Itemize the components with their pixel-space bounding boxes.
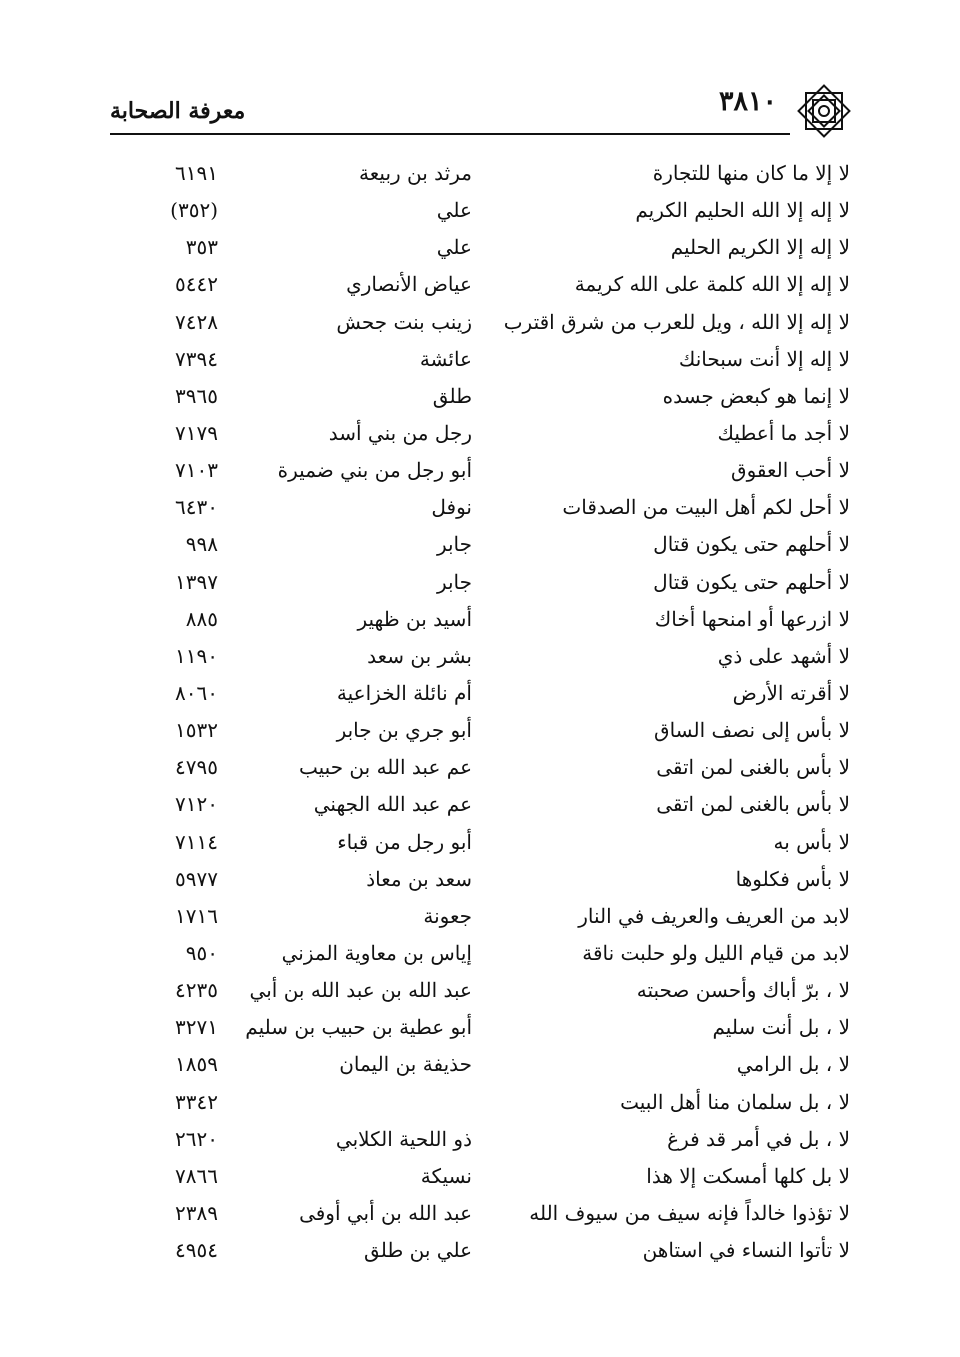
narrator-name: حذيفة بن اليمان	[339, 1052, 472, 1077]
index-row	[0, 528, 960, 565]
narrator-name: عائشة	[419, 346, 472, 371]
hadith-number: ١٨٥٩	[175, 1052, 218, 1077]
index-row	[0, 826, 960, 863]
narrator-name: عبد الله بن أبي أوفى	[299, 1200, 472, 1225]
hadith-phrase: لا ، بل أنت سليم	[712, 1015, 850, 1040]
hadith-phrase: لا أحل لكم أهل البيت من الصدقات	[562, 495, 850, 520]
index-row	[0, 231, 960, 268]
hadith-number: ٧١٧٩	[175, 420, 218, 445]
narrator-name: زينب بنت جحش	[336, 309, 472, 334]
hadith-number: ٢٣٨٩	[175, 1200, 218, 1225]
hadith-number: ١١٩٠	[175, 643, 218, 668]
hadith-phrase: لا ، بل سلمان منا أهل البيت	[620, 1089, 850, 1114]
index-row	[0, 306, 960, 343]
index-row	[0, 714, 960, 751]
index-row	[0, 603, 960, 640]
narrator-name: سعد بن معاذ	[366, 866, 472, 891]
book-title: معرفة الصحابة	[110, 98, 246, 124]
hadith-phrase: لا تؤذوا خالداً فإنه سيف من سيوف الله	[529, 1200, 850, 1225]
hadith-number: ٧٣٩٤	[175, 346, 218, 371]
index-row	[0, 640, 960, 677]
hadith-number: ٦١٩١	[175, 161, 218, 185]
index-row	[0, 417, 960, 454]
index-row	[0, 491, 960, 528]
hadith-number: ٧٨٦٦	[175, 1163, 218, 1188]
hadith-number: ٧١٢٠	[175, 792, 218, 817]
hadith-phrase: لا أحلهم حتى يكون قتال	[653, 532, 850, 557]
narrator-name: جابر	[436, 532, 472, 557]
narrator-name: ذو اللحية الكلابي	[335, 1126, 472, 1151]
hadith-phrase: لا بأس إلى نصف الساق	[654, 718, 850, 743]
hadith-phrase: لا أشهد على ذي	[717, 643, 850, 668]
index-row	[0, 1123, 960, 1160]
hadith-phrase: لا بأس به	[773, 829, 850, 854]
hadith-phrase: لا بأس فكلوها	[735, 866, 850, 891]
index-row	[0, 1197, 960, 1234]
index-row	[0, 454, 960, 491]
index-row	[0, 380, 960, 417]
hadith-number: ٣٣٤٢	[175, 1089, 218, 1114]
index-row	[0, 1048, 960, 1085]
index-row	[0, 863, 960, 900]
page-number: ٣٨١٠	[718, 86, 777, 117]
index-row	[0, 677, 960, 714]
narrator-name: أبو رجل من بني ضميرة	[277, 458, 472, 483]
index-row	[0, 157, 960, 194]
narrator-name: أسيد بن ظهير	[357, 606, 472, 631]
narrator-name: عم عبد الله بن حبيب	[299, 755, 472, 780]
index-row	[0, 566, 960, 603]
narrator-name: إياس بن معاوية المزني	[281, 940, 472, 965]
hadith-number: ٣٩٦٥	[175, 383, 218, 408]
hadith-number: ٨٠٦٠	[175, 680, 218, 705]
hadith-phrase: لا أقرته الأرض	[732, 680, 850, 705]
hadith-number: ٤٧٩٥	[175, 755, 218, 780]
narrator-name: مرثد بن ربيعة	[359, 161, 472, 185]
narrator-name: أبو جري بن جابر	[336, 718, 472, 743]
narrator-name: بشر بن سعد	[367, 643, 472, 668]
index-list	[0, 157, 960, 1271]
narrator-name: علي	[436, 198, 472, 223]
index-row	[0, 788, 960, 825]
hadith-phrase: لا إله إلا الله كلمة على الله كريمة	[574, 272, 850, 297]
hadith-number: ٧٤٢٨	[175, 309, 218, 334]
narrator-name: نسيكة	[420, 1163, 472, 1188]
hadith-number: ٢٦٢٠	[175, 1126, 218, 1151]
hadith-number: ٣٥٣	[185, 235, 218, 260]
hadith-number: ٥٩٧٧	[175, 866, 218, 891]
octagonal-star-ornament-icon	[793, 80, 855, 142]
narrator-name: جابر	[436, 569, 472, 594]
hadith-phrase: لا تأتوا النساء في استاهن	[642, 1238, 850, 1263]
hadith-phrase: لا إله إلا الله ، ويل للعرب من شرق اقترب	[503, 309, 850, 334]
narrator-name: علي	[436, 235, 472, 260]
hadith-phrase: لا أجد ما أعطيك	[717, 420, 850, 445]
hadith-phrase: لا إله إلا الكريم الحليم	[670, 235, 850, 260]
narrator-name: أبو رجل من قباء	[337, 829, 472, 854]
narrator-name: طلق	[432, 383, 472, 408]
hadith-phrase: لا ، بل الرامي	[736, 1052, 850, 1077]
hadith-phrase: لا إله إلا أنت سبحانك	[678, 346, 850, 371]
hadith-phrase: لا إلا ما كان منها للتجارة	[652, 161, 850, 185]
hadith-phrase: لابد من قيام الليل ولو حلبت ناقة	[582, 940, 850, 965]
narrator-name: نوفل	[431, 495, 472, 520]
index-row	[0, 194, 960, 231]
index-row	[0, 751, 960, 788]
hadith-phrase: لا إنما هو كبعض جسده	[662, 383, 850, 408]
narrator-name: عياض الأنصاري	[346, 272, 472, 297]
hadith-number: (٣٥٢)	[170, 198, 218, 223]
hadith-phrase: لابد من العريف والعريف في النار	[578, 903, 850, 928]
narrator-name: أم نائلة الخزاعية	[336, 680, 472, 705]
hadith-number: ٧١١٤	[175, 829, 218, 854]
hadith-number: ٣٢٧١	[175, 1015, 218, 1040]
hadith-phrase: لا أحلهم حتى يكون قتال	[653, 569, 850, 594]
hadith-phrase: لا ازرعها أو امنحها أخاك	[654, 606, 850, 631]
hadith-number: ٧١٠٣	[175, 458, 218, 483]
index-row	[0, 1234, 960, 1271]
narrator-name: جعونة	[423, 903, 472, 928]
hadith-number: ٩٥٠	[185, 940, 218, 965]
narrator-name: علي بن طلق	[364, 1238, 472, 1263]
index-row	[0, 1011, 960, 1048]
index-row	[0, 937, 960, 974]
index-row	[0, 268, 960, 305]
narrator-name: عبد الله بن عبد الله بن أبي	[249, 978, 472, 1003]
header-rule	[110, 133, 790, 135]
hadith-number: ١٣٩٧	[175, 569, 218, 594]
hadith-phrase: لا ، برّ أباك وأحسن صحبته	[636, 978, 850, 1003]
narrator-name: عم عبد الله الجهني	[313, 792, 472, 817]
hadith-number: ٤٩٥٤	[175, 1238, 218, 1263]
hadith-phrase: لا بأس بالغنى لمن اتقى	[656, 792, 850, 817]
index-row	[0, 1160, 960, 1197]
index-row	[0, 1086, 960, 1123]
hadith-phrase: لا بأس بالغنى لمن اتقى	[656, 755, 850, 780]
hadith-number: ١٧١٦	[175, 903, 218, 928]
hadith-number: ١٥٣٢	[175, 718, 218, 743]
hadith-phrase: لا ، بل في أمر قد فرغ	[667, 1126, 850, 1151]
index-row	[0, 900, 960, 937]
narrator-name: أبو عطية بن حبيب بن سليم	[245, 1015, 472, 1040]
hadith-number: ٥٤٤٢	[175, 272, 218, 297]
page-header	[110, 80, 855, 136]
index-row	[0, 343, 960, 380]
index-row	[0, 974, 960, 1011]
hadith-number: ٨٨٥	[185, 606, 218, 631]
hadith-number: ٦٤٣٠	[175, 495, 218, 520]
hadith-number: ٩٩٨	[185, 532, 218, 557]
hadith-phrase: لا إله إلا الله الحليم الكريم	[635, 198, 850, 223]
hadith-number: ٤٢٣٥	[175, 978, 218, 1003]
hadith-phrase: لا أحب العقوق	[731, 458, 850, 483]
hadith-phrase: لا بل كلها أمسكت إلا هذا	[646, 1163, 850, 1188]
narrator-name: رجل من بني أسد	[328, 420, 472, 445]
